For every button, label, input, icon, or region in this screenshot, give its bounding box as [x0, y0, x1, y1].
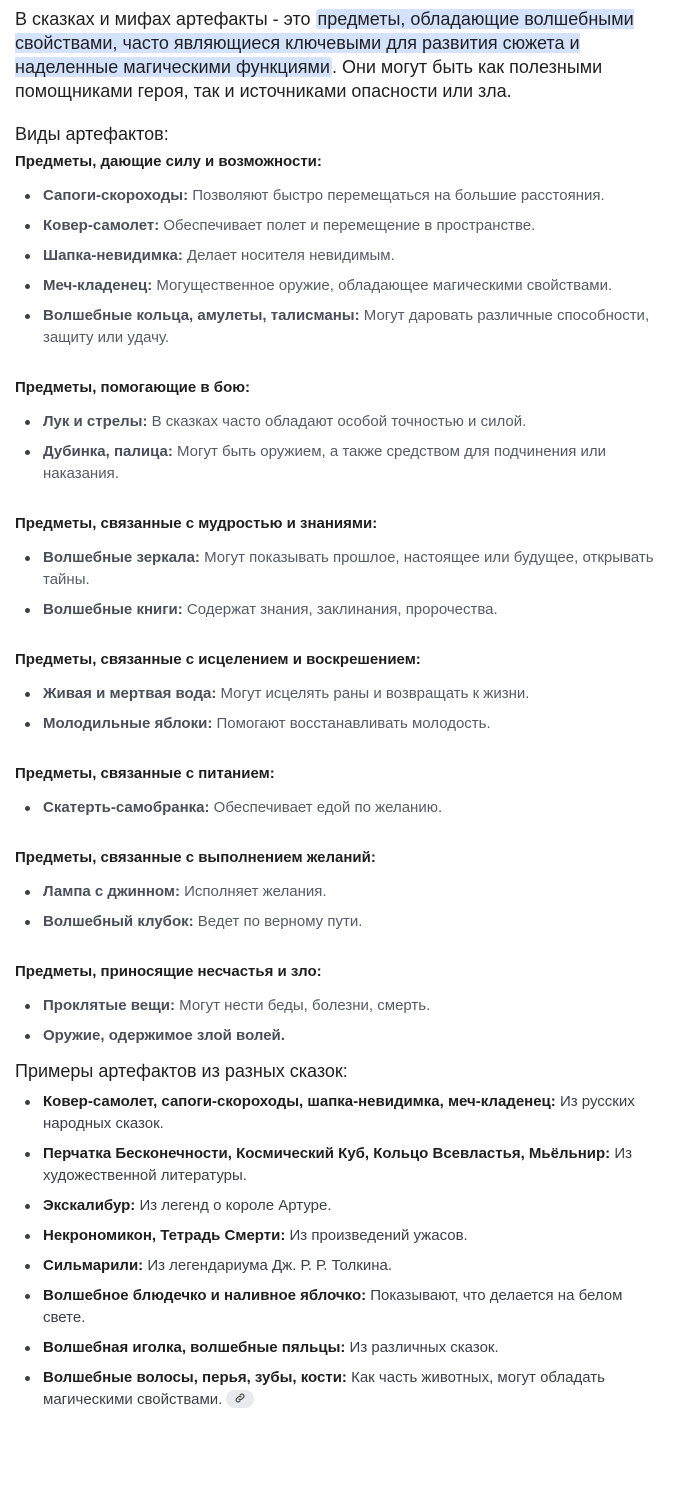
list-item: [43, 797, 667, 819]
item-term: Ковер-самолет, сапоги-скороходы, шапка-невидимка, меч-кладенец:: [43, 1093, 556, 1110]
item-desc: Могущественное оружие, обладающее магическими свойствами.: [152, 277, 613, 294]
item-term: Проклятые вещи:: [43, 997, 175, 1014]
group-title: Предметы, дающие силу и возможности:: [15, 153, 322, 170]
list-item: [43, 1285, 667, 1329]
list-item: [43, 305, 667, 349]
item-term: Шапка-невидимка:: [43, 247, 183, 264]
group-list: [15, 797, 667, 819]
intro-text-after: . Они могут быть как полезными помощниками героя, так и источниками опасности или зла.: [15, 57, 603, 101]
item-term: Ковер-самолет:: [43, 217, 160, 234]
list-item: [43, 1255, 667, 1277]
item-term: Волшебные волосы, перья, зубы, кости:: [43, 1369, 347, 1386]
item-desc: Содержат знания, заклинания, пророчества.: [182, 601, 498, 618]
item-term: Живая и мертвая вода:: [43, 685, 217, 702]
artifact-group: [15, 378, 667, 485]
list-item: [43, 411, 667, 433]
group-list: [15, 411, 667, 485]
item-desc: Делает носителя невидимым.: [182, 247, 395, 264]
group-title: Предметы, связанные с выполнением желаний:: [15, 849, 376, 866]
list-item: [43, 547, 667, 591]
item-term: Сапоги-скороходы:: [43, 187, 189, 204]
list-item: [43, 683, 667, 705]
item-desc: Как часть животных, могут обладать магическими свойствами.: [43, 1369, 605, 1408]
item-term: Волшебные зеркала:: [43, 549, 200, 566]
list-item: [43, 599, 667, 621]
item-desc: Ведет по верному пути.: [193, 913, 363, 930]
artifact-group: [15, 962, 667, 1047]
item-term: Экскалибур:: [43, 1197, 136, 1214]
item-term: Оружие, одержимое злой волей.: [43, 1027, 285, 1044]
intro-paragraph: [15, 7, 667, 103]
list-item: [43, 1143, 667, 1187]
group-list: [15, 547, 667, 621]
list-item: [43, 1367, 667, 1411]
item-desc: Могут нести беды, болезни, смерть.: [174, 997, 431, 1014]
list-item: [43, 1195, 667, 1217]
list-item: [43, 1337, 667, 1359]
artifact-group: [15, 152, 667, 349]
group-title: Предметы, помогающие в бою:: [15, 379, 251, 396]
artifact-group: [15, 514, 667, 621]
item-desc: Из легенд о короле Артуре.: [135, 1197, 332, 1214]
group-list: [15, 185, 667, 349]
group-title: Предметы, приносящие несчастья и зло:: [15, 963, 322, 980]
examples-list: [15, 1091, 667, 1411]
group-title: Предметы, связанные с мудростью и знаниями:: [15, 515, 378, 532]
item-desc: Из легендариума Дж. Р. Р. Толкина.: [143, 1257, 393, 1274]
link-icon[interactable]: [226, 1390, 254, 1408]
item-term: Дубинка, палица:: [43, 443, 173, 460]
item-desc: Помогают восстанавливать молодость.: [212, 715, 491, 732]
item-desc: Могут даровать различные способности, защиту или удачу.: [43, 307, 650, 346]
artifact-group: [15, 848, 667, 933]
item-term: Молодильные яблоки:: [43, 715, 213, 732]
item-desc: Могут показывать прошлое, настоящее или будущее, открывать тайны.: [43, 549, 654, 588]
item-term: Перчатка Бесконечности, Космический Куб, Кольцо Всевластья, Мьёльнир:: [43, 1145, 611, 1162]
item-desc: Позволяют быстро перемещаться на большие расстояния.: [188, 187, 605, 204]
group-title: Предметы, связанные с питанием:: [15, 765, 275, 782]
list-item: [43, 713, 667, 735]
item-desc: В сказках часто обладают особой точностью и силой.: [147, 413, 527, 430]
list-item: [43, 911, 667, 933]
item-desc: Из произведений ужасов.: [285, 1227, 468, 1244]
item-desc: Обеспечивает едой по желанию.: [209, 799, 443, 816]
list-item: [43, 1091, 667, 1135]
types-heading: Виды артефактов:: [15, 124, 169, 144]
list-item: [43, 1225, 667, 1247]
item-term: Волшебная иголка, волшебные пяльцы:: [43, 1339, 346, 1356]
list-item: [43, 881, 667, 903]
intro-text-before: В сказках и мифах артефакты - это: [15, 9, 316, 29]
group-list: [15, 995, 667, 1047]
list-item: [43, 995, 667, 1017]
list-item: [43, 1025, 667, 1047]
item-term: Меч-кладенец:: [43, 277, 153, 294]
item-term: Лук и стрелы:: [43, 413, 148, 430]
item-desc: Могут быть оружием, а также средством для подчинения или наказания.: [43, 443, 607, 482]
item-term: Волшебные кольца, амулеты, талисманы:: [43, 307, 360, 324]
list-item: [43, 215, 667, 237]
group-list: [15, 881, 667, 933]
artifact-group: [15, 650, 667, 735]
list-item: [43, 441, 667, 485]
list-item: [43, 245, 667, 267]
item-desc: Могут исцелять раны и возвращать к жизни.: [216, 685, 530, 702]
item-term: Сильмарили:: [43, 1257, 144, 1274]
group-title: Предметы, связанные с исцелением и воскрешением:: [15, 651, 421, 668]
list-item: [43, 275, 667, 297]
intro-highlight[interactable]: предметы, обладающие волшебными свойствами, часто являющиеся ключевыми для развития сюжета и наделенные магическими функциями: [15, 9, 634, 77]
item-term: Лампа с джинном:: [43, 883, 180, 900]
item-term: Волшебное блюдечко и наливное яблочко:: [43, 1287, 367, 1304]
list-item: [43, 185, 667, 207]
item-term: Некрономикон, Тетрадь Смерти:: [43, 1227, 286, 1244]
item-desc: Показывают, что делается на белом свете.: [43, 1287, 623, 1326]
item-desc: Из художественной литературы.: [43, 1145, 632, 1184]
item-term: Скатерть-самобранка:: [43, 799, 210, 816]
item-desc: Обеспечивает полет и перемещение в пространстве.: [159, 217, 536, 234]
examples-heading: Примеры артефактов из разных сказок:: [15, 1061, 348, 1081]
item-desc: Исполняет желания.: [179, 883, 327, 900]
item-term: Волшебные книги:: [43, 601, 183, 618]
item-desc: Из русских народных сказок.: [43, 1093, 635, 1132]
artifact-group: [15, 764, 667, 819]
group-list: [15, 683, 667, 735]
item-desc: Из различных сказок.: [345, 1339, 499, 1356]
item-term: Волшебный клубок:: [43, 913, 194, 930]
